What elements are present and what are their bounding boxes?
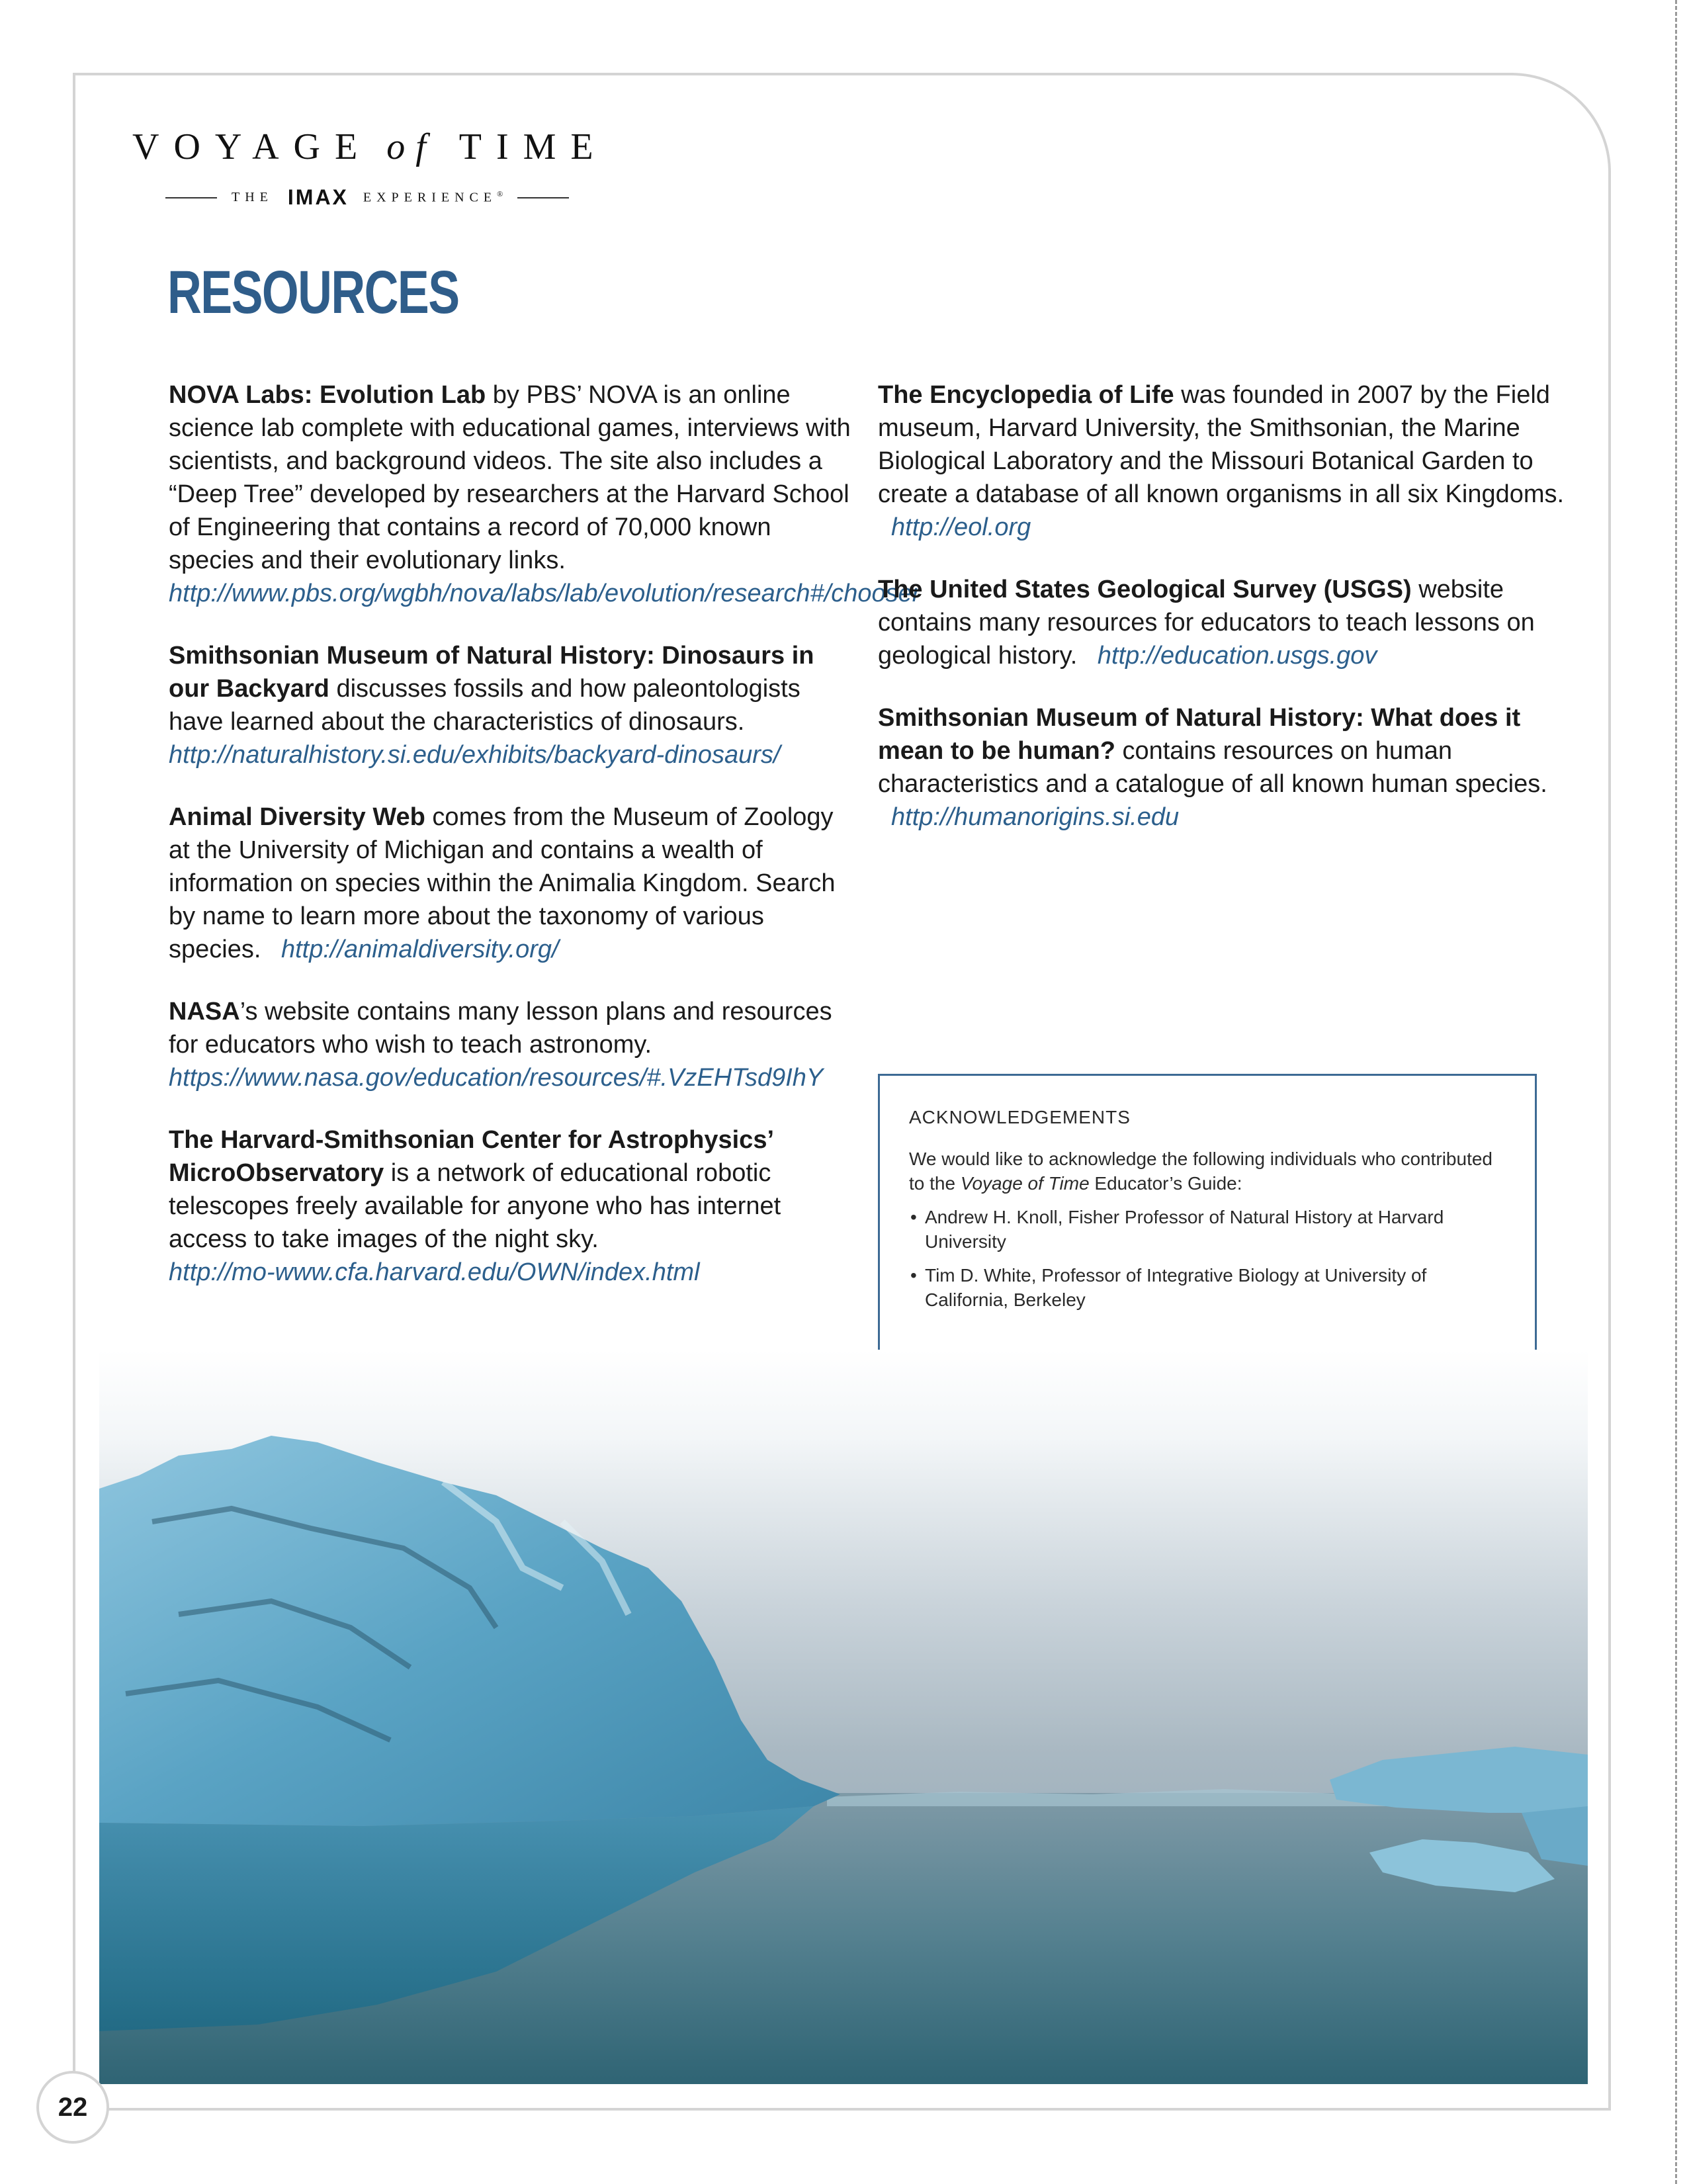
logo-title	[132, 126, 662, 168]
logo-the: THE	[232, 190, 273, 204]
logo-experience: EXPERIENCE®	[363, 189, 503, 205]
logo-time: TIME	[458, 126, 608, 167]
page-number: 22	[36, 2071, 109, 2144]
acknowledgements-list	[909, 1205, 1508, 1312]
iceberg-photo	[99, 1350, 1588, 2084]
resource-link[interactable]: http://mo-www.cfa.harvard.edu/OWN/index.html	[169, 1258, 700, 1286]
acknowledgements-title: ACKNOWLEDGEMENTS	[909, 1107, 1131, 1127]
voyage-of-time-logo	[132, 126, 662, 210]
resource-name: Animal Diversity Web	[169, 803, 425, 831]
resource-description: is a network of educational robotic telescopes freely available for anyone who has internet access to take images of the night sky.	[169, 1159, 781, 1253]
resource-name: Smithsonian Museum of Natural History: What does it mean to be human?	[878, 704, 1521, 765]
resource-name: The Encyclopedia of Life	[878, 381, 1174, 409]
resource-link[interactable]: http://humanorigins.si.edu	[891, 803, 1180, 831]
resource-entry	[878, 573, 1573, 672]
resource-name: Smithsonian Museum of Natural History: Dinosaurs in our Backyard	[169, 642, 814, 703]
resource-entry	[169, 639, 857, 771]
resource-entry	[169, 1123, 857, 1289]
resource-name: NOVA Labs: Evolution Lab	[169, 381, 486, 409]
resource-link[interactable]: http://education.usgs.gov	[1097, 642, 1377, 670]
logo-rule-right	[517, 197, 569, 198]
acknowledgements-box	[878, 1074, 1537, 1353]
page-title: RESOURCES	[167, 259, 459, 326]
resource-entry	[878, 378, 1573, 544]
resource-entry	[169, 801, 857, 966]
resource-link[interactable]: http://animaldiversity.org/	[281, 936, 559, 963]
trim-line	[1675, 0, 1677, 2184]
logo-rule-left	[165, 197, 217, 198]
resource-description: contains resources on human characteristics and a catalogue of all known human species.	[878, 737, 1547, 798]
logo-subtitle	[132, 185, 662, 210]
resource-description: was founded in 2007 by the Field museum, Harvard University, the Smithsonian, the Marine Biological Laboratory and the Missouri Botanical Garden to create a database of all known organisms in all six Kingdoms.	[878, 381, 1565, 508]
resource-link[interactable]: http://www.pbs.org/wgbh/nova/labs/lab/evolution/research#/chooser	[169, 580, 921, 607]
resource-name: The Harvard-Smithsonian Center for Astrophysics’ MicroObservatory	[169, 1126, 773, 1187]
logo-imax: IMAX	[287, 185, 349, 209]
acknowledgement-item: • Tim D. White, Professor of Integrative Biology at University of California, Berkeley	[909, 1263, 1508, 1312]
resource-description: comes from the Museum of Zoology at the University of Michigan and contains a wealth of information on species within the Animalia Kingdom. Search by name to learn more about the taxonomy of various species.	[169, 803, 836, 963]
resource-description: website contains many resources for educators to teach lessons on geological history.	[878, 576, 1535, 670]
resources-left-column	[169, 378, 921, 1318]
resource-entry	[169, 378, 921, 610]
resource-entry	[878, 701, 1573, 834]
resource-link[interactable]: https://www.nasa.gov/education/resources/#.VzEHTsd9IhY	[169, 1064, 824, 1092]
acknowledgements-intro: We would like to acknowledge the following individuals who contributed to the Voyage of Time Educator’s Guide:	[909, 1149, 1492, 1194]
logo-of: of	[386, 126, 437, 167]
resource-name: NASA	[169, 998, 240, 1026]
resource-description: ’s website contains many lesson plans and resources for educators who wish to teach astronomy.	[169, 998, 832, 1059]
logo-voyage: VOYAGE	[132, 126, 372, 167]
resources-right-column	[878, 378, 1573, 863]
resource-name: The United States Geological Survey (USGS)	[878, 576, 1412, 603]
resource-description: discusses fossils and how paleontologists have learned about the characteristics of dinosaurs.	[169, 675, 800, 736]
resource-entry	[169, 995, 857, 1094]
resource-link[interactable]: http://eol.org	[891, 513, 1031, 541]
acknowledgement-item: • Andrew H. Knoll, Fisher Professor of Natural History at Harvard University	[909, 1205, 1508, 1254]
resource-link[interactable]: http://naturalhistory.si.edu/exhibits/backyard-dinosaurs/	[169, 741, 781, 769]
resource-description: by PBS’ NOVA is an online science lab complete with educational games, interviews with scientists, and background videos. The site also includes a “Deep Tree” developed by researchers at the Harvard School of Engineering that contains a record of 70,000 known species and their evolutionary links.	[169, 381, 851, 574]
